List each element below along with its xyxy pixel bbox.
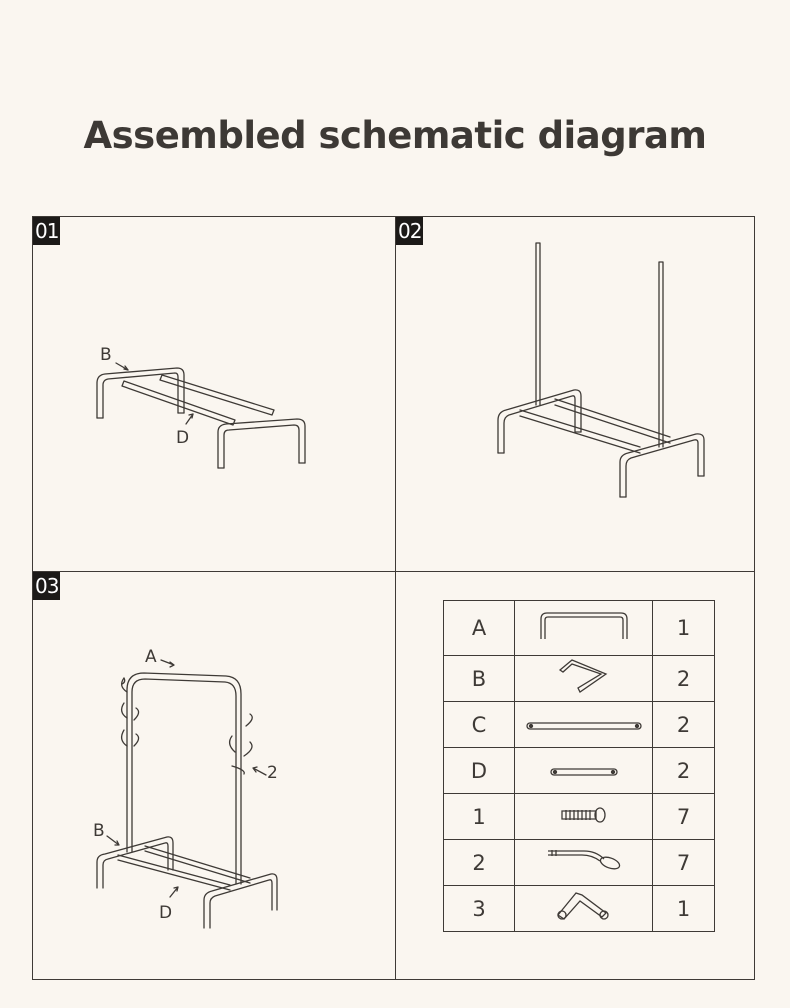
step-number-01: 01: [35, 219, 59, 243]
wrench-icon: [554, 889, 614, 923]
label-b-assembled: B: [93, 821, 105, 841]
part-quantity: 2: [653, 748, 715, 794]
part-quantity: 7: [653, 794, 715, 840]
hook-icon: [546, 847, 622, 873]
page-title: Assembled schematic diagram: [83, 114, 707, 157]
step-number-03: 03: [35, 574, 59, 598]
top-bar-icon: [539, 611, 629, 641]
table-row: [444, 886, 715, 932]
label-d-assembled: D: [159, 903, 173, 923]
table-row: [444, 794, 715, 840]
base-foot-icon: [558, 658, 610, 694]
parts-table: [443, 600, 715, 932]
label-d: D: [176, 428, 190, 448]
screw-icon: [560, 806, 608, 824]
top-frame-a: [127, 673, 241, 884]
table-row: [444, 748, 715, 794]
part-quantity: 1: [653, 601, 715, 656]
callout-arrow-b-assembled: [107, 836, 119, 845]
label-a: A: [145, 647, 157, 667]
part-label: 1: [444, 794, 515, 840]
callout-arrow-d-assembled: [170, 887, 178, 897]
table-row: [444, 702, 715, 748]
callout-arrow-2: [253, 767, 266, 775]
part-quantity: 7: [653, 840, 715, 886]
base-foot-back-assembled: [97, 837, 173, 888]
long-rod-icon: [525, 720, 643, 732]
callout-arrow-a: [161, 660, 174, 667]
part-label: 2: [444, 840, 515, 886]
label-b: B: [100, 345, 112, 365]
part-label: B: [444, 656, 515, 702]
short-rod-icon: [549, 766, 619, 778]
part-label: C: [444, 702, 515, 748]
step-number-02: 02: [398, 219, 422, 243]
part-label: 3: [444, 886, 515, 932]
table-row: [444, 601, 715, 656]
part-quantity: 2: [653, 656, 715, 702]
rod-d-back: [145, 846, 250, 883]
part-quantity: 1: [653, 886, 715, 932]
hooks-left: [122, 678, 139, 746]
table-row: [444, 656, 715, 702]
part-label: A: [444, 601, 515, 656]
label-2: 2: [267, 763, 278, 783]
part-quantity: 2: [653, 702, 715, 748]
table-row: [444, 840, 715, 886]
part-label: D: [444, 748, 515, 794]
